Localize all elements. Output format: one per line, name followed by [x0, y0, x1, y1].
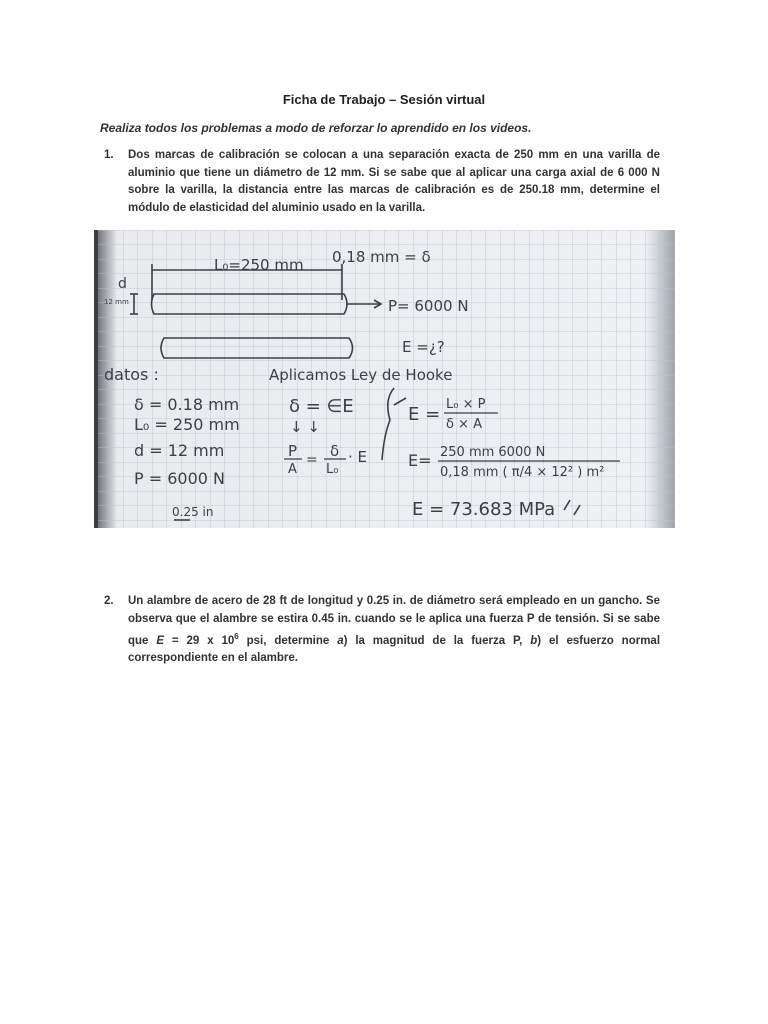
data-line: d = 12 mm [134, 441, 225, 460]
problem-2 [104, 593, 660, 668]
data-line: δ = 0.18 mm [134, 395, 240, 414]
hooke-arrows: ↓ ↓ [290, 418, 320, 436]
p-over-a-den: A [288, 462, 297, 477]
problem-1 [104, 147, 660, 217]
problem-number: 2. [104, 595, 114, 607]
problem-text: Dos marcas de calibración se colocan a una separación exacta de 250 mm en una varilla de aluminio que tiene un diámetro de 12 mm. Si se sabe que al aplicar una carga axial de 6 000 N sobre la varilla, la distancia entre las marcas de calibración es de 250.18 mm, determine el módulo de elasticidad del aluminio usado en la varilla. [128, 149, 660, 214]
formula-den: δ × A [446, 417, 483, 432]
substitution-den: 0,18 mm ( π/4 × 12² ) m² [440, 465, 605, 480]
part-b-label: b [530, 634, 538, 647]
formula-lhs: E = [408, 404, 441, 425]
delta-over-l-num: δ [330, 442, 340, 460]
d-label: d [118, 276, 127, 292]
problem-text-part: Un alambre de acero de 28 ft de longitud y 0.25 in. de diámetro será empleado en un gancho. Se observa que el alambre se estira 0.45 in. cuando se le aplica una fuerza P de tensión. Si se sabe que [128, 595, 660, 647]
substitution-num: 250 mm 6000 N [440, 445, 546, 460]
problem-text [128, 593, 660, 668]
svg-text:E=: E= [408, 451, 432, 470]
problem-text-part: ) la magnitud de la fuerza P, [343, 634, 531, 647]
intro-text: Realiza todos los problemas a modo de reforzar lo aprendido en los videos. [100, 121, 532, 135]
hooke-law: δ = ∈E [289, 396, 354, 417]
problem-text-part: ) el esfuerzo normal correspondiente en el alambre. [128, 634, 661, 665]
handwritten-solution-photo [94, 230, 675, 528]
formula-num: L₀ × P [446, 397, 486, 412]
result-label: E = 73.683 MPa [412, 499, 556, 520]
aplicamos-label: Aplicamos Ley de Hooke [269, 366, 453, 384]
data-line: P = 6000 N [134, 469, 225, 488]
exponent: 6 [234, 632, 239, 641]
part-a-label: a [337, 634, 344, 647]
datos-label: datos : [104, 365, 159, 384]
delta-top-label: 0,18 mm = δ [332, 248, 431, 266]
p-over-a-num: P [288, 442, 298, 460]
problem-text-part: psi, determine [238, 634, 338, 647]
e-symbol: E [156, 634, 165, 647]
force-label: P= 6000 N [388, 297, 469, 315]
data-line: L₀ = 250 mm [134, 415, 240, 434]
delta-over-l-den: L₀ [326, 462, 339, 477]
svg-text:=: = [306, 452, 318, 468]
problem-number: 1. [104, 149, 114, 161]
e-question-label: E =¿? [402, 338, 445, 356]
times-e: · E [348, 448, 368, 466]
d-value-label: 12 mm [104, 298, 129, 306]
problem-text-part: = 29 x 10 [164, 634, 235, 647]
length-label: L₀=250 mm [214, 256, 304, 274]
bottom-note: 0.25 in [172, 505, 214, 519]
page-title: Ficha de Trabajo – Sesión virtual [282, 92, 486, 107]
